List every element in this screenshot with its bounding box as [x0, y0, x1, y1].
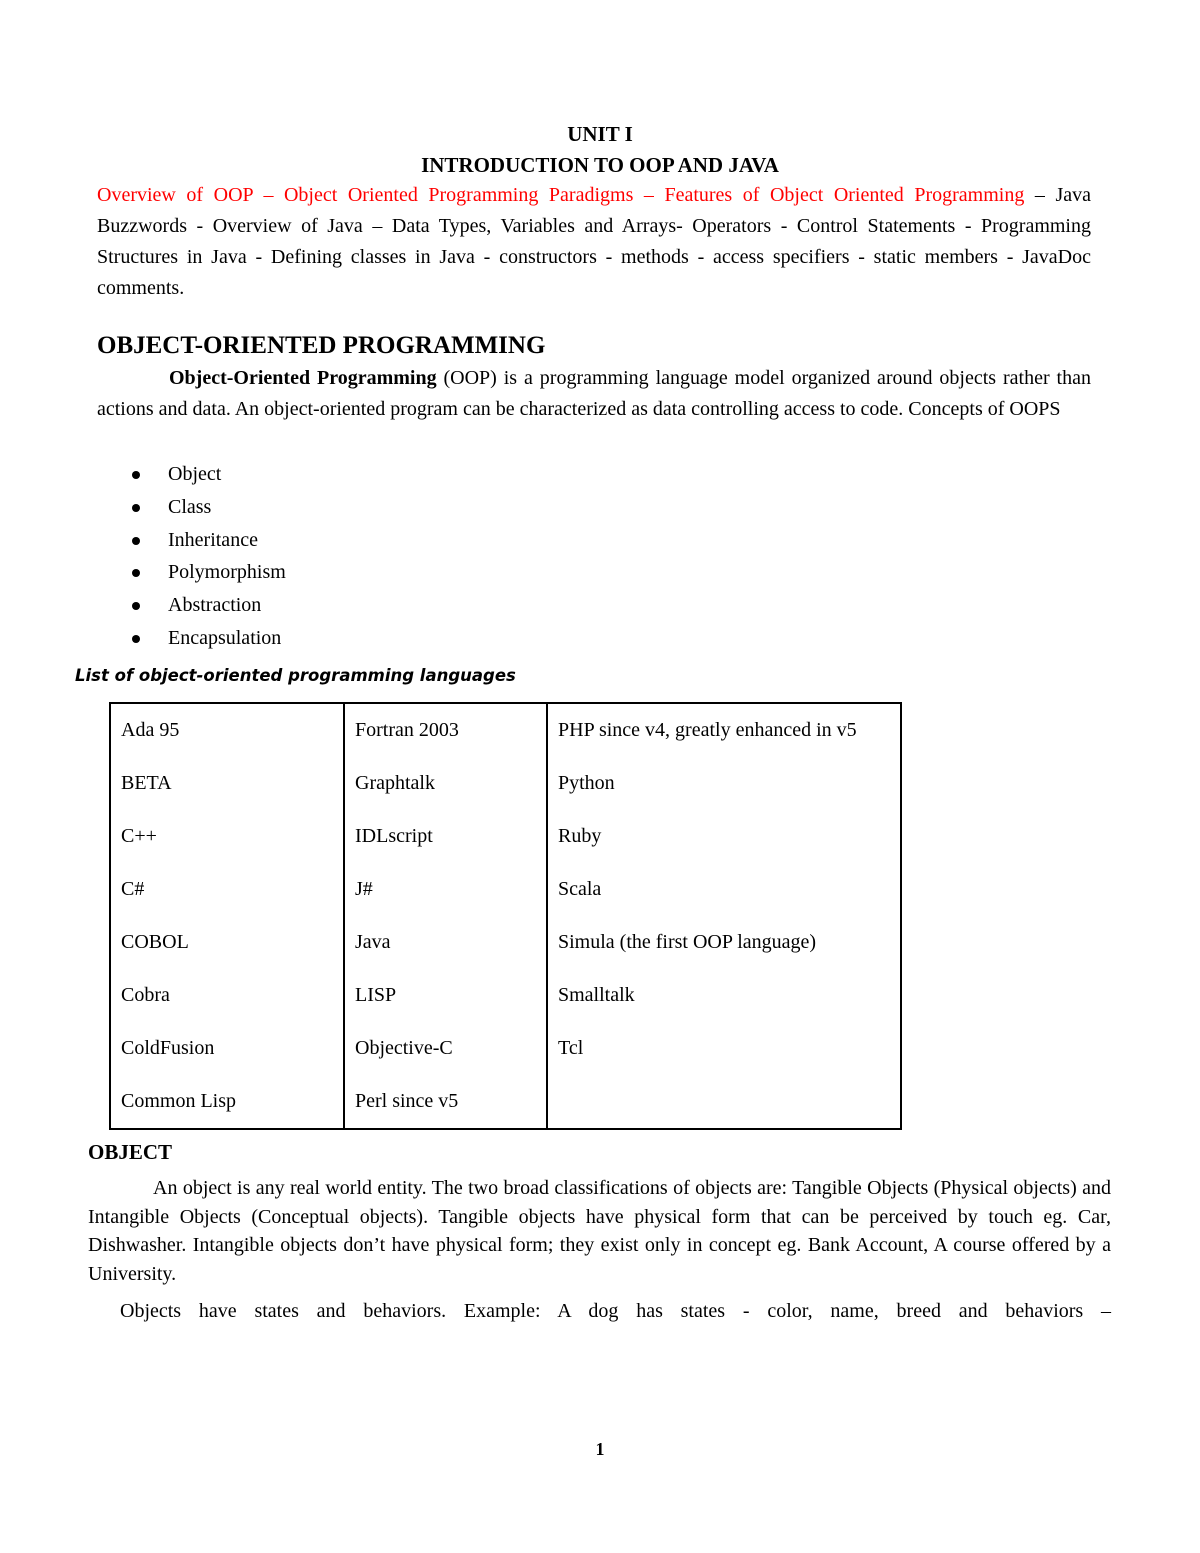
table-cell: Perl since v5 [344, 1075, 547, 1129]
table-row [110, 1075, 901, 1129]
oop-intro-paragraph [97, 363, 1091, 425]
table-cell: IDLscript [344, 810, 547, 863]
table-cell: Scala [547, 863, 901, 916]
unit-subtitle: INTRODUCTION TO OOP AND JAVA [421, 153, 779, 177]
syllabus-highlight: Overview of OOP – Object Oriented Programming Paradigms – Features of Object Oriented Programming [97, 184, 1025, 206]
object-paragraph-2-text: Objects have states and behaviors. Example: A dog has states - color, name, breed and behaviors – [120, 1300, 1111, 1322]
table-cell: Cobra [110, 969, 344, 1022]
table-cell: Ada 95 [110, 703, 344, 757]
list-item [97, 491, 286, 524]
oop-concepts-list [97, 458, 286, 655]
concept-label: Class [168, 495, 212, 518]
languages-table [109, 702, 902, 1130]
table-cell: C++ [110, 810, 344, 863]
object-heading: OBJECT [88, 1140, 173, 1164]
table-cell: J# [344, 863, 547, 916]
concept-label: Object [168, 463, 222, 485]
oop-heading: OBJECT-ORIENTED PROGRAMMING [97, 332, 546, 359]
object-paragraph-1 [88, 1174, 1111, 1288]
list-item [97, 524, 286, 557]
table-cell: BETA [110, 757, 344, 810]
bullet-icon [132, 635, 140, 643]
list-item [97, 622, 286, 655]
syllabus-paragraph [97, 180, 1091, 304]
concept-label: Polymorphism [168, 561, 286, 584]
oop-intro-text: (OOP) is a programming language model organized around objects rather than actions and data. An object-oriented program can be characterized as data controlling access to code. Concepts of OOPS [97, 367, 1091, 420]
page-number: 1 [595, 1439, 605, 1459]
concept-label: Abstraction [168, 594, 262, 617]
languages-caption: List of object-oriented programming languages [75, 666, 516, 685]
table-row [110, 810, 901, 863]
concept-label: Inheritance [168, 528, 258, 551]
table-cell: Objective-C [344, 1022, 547, 1075]
table-cell: Fortran 2003 [344, 703, 547, 757]
table-cell: Common Lisp [110, 1075, 344, 1129]
bullet-icon [132, 537, 140, 545]
table-row [110, 757, 901, 810]
table-cell [547, 1075, 901, 1129]
table-cell: Python [547, 757, 901, 810]
object-paragraph-2 [88, 1297, 1111, 1325]
table-row [110, 1022, 901, 1075]
table-row [110, 969, 901, 1022]
bullet-icon [132, 569, 140, 577]
table-row [110, 916, 901, 969]
list-item [97, 556, 286, 589]
object-paragraph-1-text: An object is any real world entity. The two broad classifications of objects are: Tangible Objects (Physical objects) and Intangible Objects (Conceptual objects). Tangible objects have physical form that can be perceived by touch eg. Car, Dishwasher. Intangible objects don’t have physical form; they exist only in concept eg. Bank Account, A course offered by a University. [88, 1177, 1111, 1285]
table-cell: ColdFusion [110, 1022, 344, 1075]
bullet-icon [132, 602, 140, 610]
table-row [110, 703, 901, 757]
table-row [110, 863, 901, 916]
oop-intro-term: Object-Oriented Programming [169, 367, 437, 389]
table-cell: Java [344, 916, 547, 969]
bullet-icon [132, 471, 140, 479]
table-cell: Smalltalk [547, 969, 901, 1022]
concept-label: Encapsulation [168, 626, 282, 649]
list-item [97, 458, 286, 491]
syllabus-rest: – Java Buzzwords - Overview of Java – Data Types, Variables and Arrays- Operators - Control Statements - Programming Structures in Java - Defining classes in Java - constructors - methods - access specifiers - static members - JavaDoc comments. [97, 184, 1091, 299]
bullet-icon [132, 504, 140, 512]
table-cell: COBOL [110, 916, 344, 969]
list-item [97, 589, 286, 622]
table-cell: Tcl [547, 1022, 901, 1075]
unit-title: UNIT I [567, 122, 633, 146]
table-cell: Graphtalk [344, 757, 547, 810]
table-cell: Ruby [547, 810, 901, 863]
table-cell: Simula (the first OOP language) [547, 916, 901, 969]
table-cell: LISP [344, 969, 547, 1022]
table-cell: C# [110, 863, 344, 916]
table-cell: PHP since v4, greatly enhanced in v5 [547, 703, 901, 757]
